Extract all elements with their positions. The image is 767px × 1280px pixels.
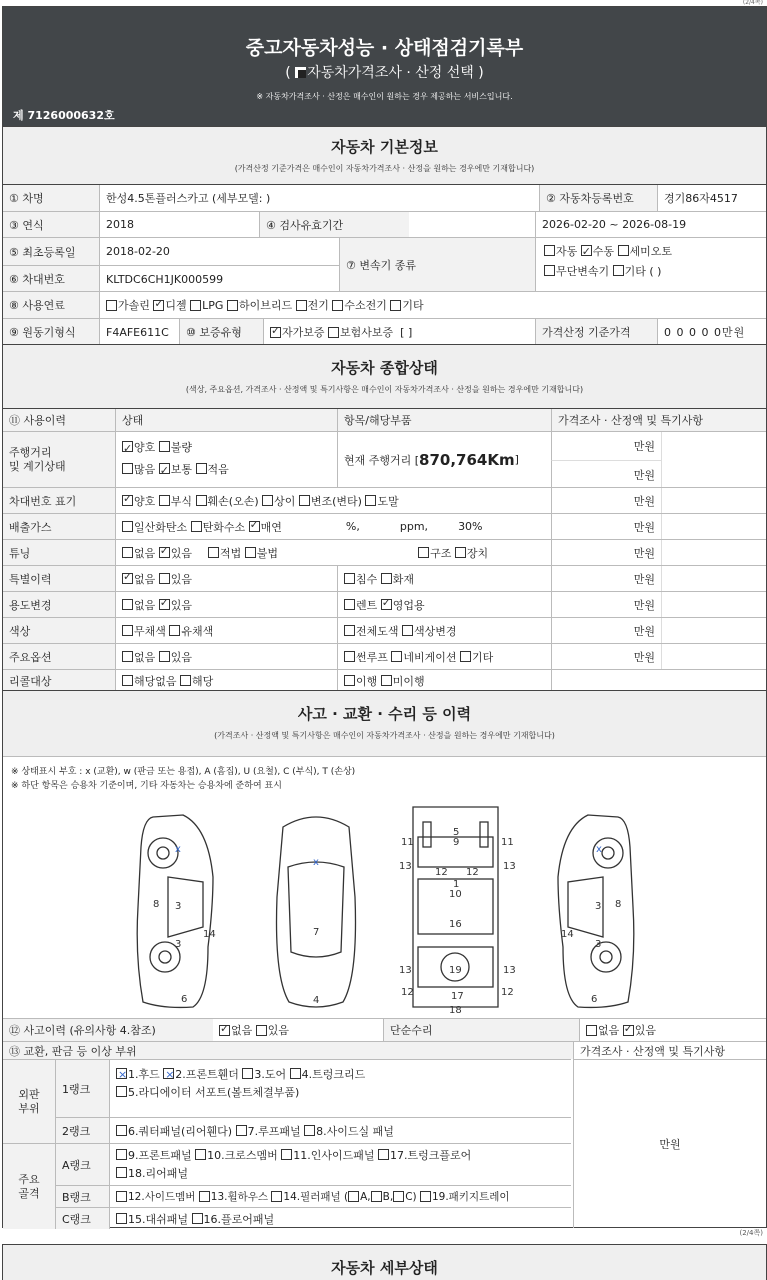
rank2-items: 6.쿼터패널(리어휀다) 7.루프패널 8.사이드실 패널 [109, 1118, 571, 1143]
label-warranty: ⑩ 보증유형 [179, 319, 263, 345]
color-items: 전체도색 색상변경 [337, 618, 551, 643]
floor-panel-checkbox[interactable] [192, 1213, 203, 1224]
rankC-items: 15.대쉬패널 16.플로어패널 [109, 1208, 571, 1229]
special-exist-checkbox[interactable] [159, 573, 170, 584]
exhaust-options: 일산화탄소 탄화수소 ✓ 매연 %, ppm, 30% [115, 514, 551, 539]
label-rankA: A랭크 [55, 1144, 109, 1185]
diag-num: 16 [449, 919, 462, 930]
price-exhaust: 만원 [551, 514, 661, 539]
price-usage: 만원 [551, 592, 661, 617]
option-options: 없음 있음 [115, 644, 337, 669]
trans-semi-checkbox[interactable] [618, 245, 629, 256]
fuel-electric-checkbox[interactable] [296, 300, 307, 311]
col-usage-history: ⑪ 사용이력 [9, 414, 67, 427]
row-rank1 [55, 1059, 571, 1117]
row-recall [3, 669, 766, 691]
label-vin-mark: 차대번호 표기 [3, 488, 115, 513]
tuning-none-checkbox[interactable] [122, 547, 133, 558]
full-paint-checkbox[interactable] [344, 625, 355, 636]
vin-altered-checkbox[interactable] [299, 495, 310, 506]
price-color: 만원 [551, 618, 661, 643]
label-tuning: 튜닝 [3, 540, 115, 565]
rankB-items: 12.사이드멤버 13.휠하우스 14.필러패널 ( A, B, C ) 19.패키지트레이 [109, 1186, 571, 1207]
vin-mark-options: ✓ 양호 부식 훼손(오손) 상이 변조(변타) 도말 [115, 488, 551, 513]
legend-symbols: ※ 상태표시 부호 : x (교환), w (판금 또는 용접), A (흠집), U (요철), C (부식), T (손상) [11, 767, 356, 777]
fuel-hydrogen-checkbox[interactable] [332, 300, 343, 311]
color-options: 무채색 유채색 [115, 618, 337, 643]
achromatic-checkbox[interactable] [122, 625, 133, 636]
diag-num: 12 [435, 867, 448, 878]
basic-info-title: 자동차 기본정보 [331, 138, 438, 156]
usage-items: 렌트 ✓ 영업용 [337, 592, 551, 617]
vin-diff-checkbox[interactable] [262, 495, 273, 506]
diag-num: 1 [453, 879, 460, 890]
trans-etc-checkbox[interactable] [613, 265, 624, 276]
accident-price-cell: 만원 [573, 1059, 766, 1228]
radiator-support-checkbox[interactable] [116, 1086, 127, 1097]
vin-painted-checkbox[interactable] [365, 495, 376, 506]
fuel-hybrid-checkbox[interactable] [227, 300, 238, 311]
car-damage-diagram [3, 797, 767, 1019]
vin-rust-checkbox[interactable] [159, 495, 170, 506]
exhaust-smoke-checkbox[interactable] [249, 521, 260, 532]
exhaust-co-checkbox[interactable] [122, 521, 133, 532]
row-mileage [3, 431, 766, 487]
diag-num: 13 [399, 965, 412, 976]
label-rankB: B랭크 [55, 1186, 109, 1207]
label-fuel: ⑧ 사용연료 [3, 292, 99, 318]
diag-mark: x [596, 844, 602, 855]
front-fender-checkbox[interactable] [163, 1068, 174, 1079]
flood-checkbox[interactable] [344, 573, 355, 584]
diag-num: 17 [451, 991, 464, 1002]
label-options: 주요옵션 [3, 644, 115, 669]
color-change-checkbox[interactable] [402, 625, 413, 636]
fuel-lpg-checkbox[interactable] [190, 300, 201, 311]
general-status-subtitle: (색상, 주요옵션, 가격조사 · 산정액 및 특기사항은 매수인이 자동차가격조사 · 산정을 원하는 경우에만 기재합니다) [185, 385, 584, 394]
diag-num: 19 [449, 965, 462, 976]
row-parts-header [3, 1041, 766, 1059]
label-mileage: 주행거리 및 계기상태 [3, 432, 115, 487]
diag-num: 12 [501, 987, 514, 998]
diag-num: 12 [401, 987, 414, 998]
usage-none-checkbox[interactable] [122, 599, 133, 610]
mileage-good-checkbox[interactable] [122, 441, 133, 452]
simple-yes-checkbox[interactable] [623, 1025, 634, 1036]
label-inspection: ④ 검사유효기간 [259, 212, 409, 237]
recall-na-checkbox[interactable] [122, 675, 133, 686]
trans-auto-checkbox[interactable] [544, 245, 555, 256]
row-vin-mark [3, 487, 766, 513]
detail-status-title: 자동차 세부상태 [331, 1259, 438, 1277]
special-options: ✓ 없음 있음 [115, 566, 337, 591]
value-reg-no: 경기86자4517 [657, 185, 767, 211]
navi-checkbox[interactable] [391, 651, 402, 662]
rank1-items: ×1.후드 × 2.프론트휀더 3.도어 4.트렁크리드 5.라디에이터 서포트(볼트체결부품) [109, 1060, 571, 1117]
row-engine [3, 318, 766, 345]
tuning-device-checkbox[interactable] [455, 547, 466, 558]
fuel-etc-checkbox[interactable] [390, 300, 401, 311]
exhaust-hc-checkbox[interactable] [191, 521, 202, 532]
accident-table [3, 1018, 766, 1228]
label-engine: ⑨ 원동기형식 [3, 319, 99, 345]
diag-num: 12 [466, 867, 479, 878]
value-base-price: 0 0 0 0 0 만원 [657, 319, 767, 345]
fire-checkbox[interactable] [381, 573, 392, 584]
label-rank1: 1랭크 [55, 1060, 109, 1117]
general-status-table [3, 408, 766, 690]
general-status-title: 자동차 종합상태 [331, 359, 438, 377]
legend [11, 765, 355, 793]
pillar-c-checkbox[interactable] [393, 1191, 404, 1202]
tuning-illegal-checkbox[interactable] [245, 547, 256, 558]
label-car-name: ① 차명 [3, 185, 99, 211]
basic-info-section-header [3, 126, 766, 184]
diag-num: 3 [595, 901, 602, 912]
diag-num: 13 [503, 965, 516, 976]
row-rankA [55, 1143, 571, 1185]
accident-yes-checkbox[interactable] [256, 1025, 267, 1036]
fuel-gasoline-checkbox[interactable] [106, 300, 117, 311]
warranty-options: ✓ 자가보증 보험사보증 [ ] [263, 319, 535, 345]
accident-none-checkbox[interactable] [219, 1025, 230, 1036]
diag-mark: x [175, 844, 181, 855]
label-main-frame: 주요 골격 [3, 1143, 55, 1229]
general-table-header [3, 409, 766, 431]
cross-member-checkbox[interactable] [195, 1149, 206, 1160]
roof-panel-checkbox[interactable] [236, 1125, 247, 1136]
tuning-struct-checkbox[interactable] [418, 547, 429, 558]
diag-num: 3 [175, 939, 182, 950]
col-items: 항목/해당부품 [337, 409, 551, 431]
document-number: 제 7126000632호 [13, 109, 115, 122]
price-options: 만원 [551, 644, 661, 669]
general-status-section-header [3, 344, 766, 408]
col-accident-price: 가격조사 · 산정액 및 특기사항 [573, 1042, 766, 1059]
door-checkbox[interactable] [242, 1068, 253, 1079]
mileage-bad-checkbox[interactable] [159, 441, 170, 452]
tuning-options: 없음 ✓ 있음 적법 불법 구조 장치 [115, 540, 551, 565]
accident-section-header [3, 690, 766, 756]
mileage-few-checkbox[interactable] [196, 463, 207, 474]
document-subtitle: ( 자동차가격조사 · 산정 선택 ) [285, 65, 484, 81]
special-items: 침수 화재 [337, 566, 551, 591]
simple-repair-options: 없음 ✓ 있음 [579, 1019, 766, 1041]
trans-manual-checkbox[interactable] [581, 245, 592, 256]
diag-num: 10 [449, 889, 462, 900]
basic-info-table [3, 184, 766, 344]
usage-exist-checkbox[interactable] [159, 599, 170, 610]
option-items: 썬루프 네비게이션 기타 [337, 644, 551, 669]
document-title: 중고자동차성능 · 상태점검기록부 [245, 37, 524, 59]
transmission-options: 자동 ✓ 수동 세미오토 무단변속기 기타 ( ) [535, 238, 767, 292]
dash-panel-checkbox[interactable] [116, 1213, 127, 1224]
diag-num: 11 [401, 837, 414, 848]
price-tuning: 만원 [551, 540, 661, 565]
accident-diagram-area [3, 756, 766, 1018]
value-year: 2018 [99, 212, 259, 237]
row-rankB [55, 1185, 571, 1207]
value-first-reg: 2018-02-20 [99, 238, 259, 265]
option-exist-checkbox[interactable] [159, 651, 170, 662]
diag-num: 3 [175, 901, 182, 912]
inside-panel-checkbox[interactable] [281, 1149, 292, 1160]
label-year: ③ 연식 [3, 212, 99, 237]
fuel-diesel-checkbox[interactable] [153, 300, 164, 311]
trunk-floor-checkbox[interactable] [378, 1149, 389, 1160]
label-simple-repair: 단순수리 [383, 1019, 579, 1041]
service-note: ※ 자동차가격조사 · 산정은 매수인이 원하는 경우 제공하는 서비스입니다. [256, 92, 513, 101]
special-none-checkbox[interactable] [122, 573, 133, 584]
mileage-many-checkbox[interactable] [122, 463, 133, 474]
recall-not-checkbox[interactable] [381, 675, 392, 686]
accident-subtitle: (가격조사 · 산정액 및 특기사항은 매수인이 자동차가격조사 · 산정을 원하는 경우에만 기재합니다) [214, 731, 555, 740]
tuning-exist-checkbox[interactable] [159, 547, 170, 558]
diag-num: 7 [313, 927, 320, 938]
label-base-price: 가격산정 기준가격 [535, 319, 657, 345]
row-car-name [3, 185, 766, 211]
business-checkbox[interactable] [381, 599, 392, 610]
tuning-legal-checkbox[interactable] [208, 547, 219, 558]
diag-num: 8 [615, 899, 622, 910]
row-first-reg [3, 237, 766, 291]
current-mileage: 현재 주행거리 [ 870,764Km ] [337, 432, 551, 487]
price-mileage-2: 만원 [551, 460, 661, 488]
warranty-self-checkbox[interactable] [270, 327, 281, 338]
row-rank2 [55, 1117, 571, 1143]
side-sill-checkbox[interactable] [304, 1125, 315, 1136]
row-usage-change [3, 591, 766, 617]
label-rankC: C랭크 [55, 1208, 109, 1229]
label-special: 특별이력 [3, 566, 115, 591]
inspection-record-page [2, 6, 767, 1228]
document-header [3, 7, 766, 126]
simple-none-checkbox[interactable] [586, 1025, 597, 1036]
row-year [3, 211, 766, 237]
label-vin: ⑥ 차대번호 [3, 265, 99, 292]
value-inspection: 2026-02-20 ~ 2026-08-19 [535, 212, 767, 237]
warranty-insurance-checkbox[interactable] [328, 327, 339, 338]
row-exhaust [3, 513, 766, 539]
page-number: (2/4쪽) [739, 1229, 763, 1237]
diag-num: 14 [561, 929, 574, 940]
diag-num: 3 [595, 939, 602, 950]
label-exhaust: 배출가스 [3, 514, 115, 539]
rear-panel-checkbox[interactable] [116, 1167, 127, 1178]
label-rank2: 2랭크 [55, 1118, 109, 1143]
rankA-items: 9.프론트패널 10.크로스멤버 11.인사이드패널 17.트렁크플로어 18.리어패널 [109, 1144, 571, 1185]
pillar-panel-checkbox[interactable] [271, 1191, 282, 1202]
fuel-options: 가솔린 ✓ 디젤 LPG 하이브리드 전기 수소전기 기타 [99, 292, 766, 318]
row-special [3, 565, 766, 591]
accident-title: 사고 · 교환 · 수리 등 이력 [297, 705, 472, 723]
row-options [3, 643, 766, 669]
diag-num: 6 [591, 994, 598, 1005]
diag-num: 5 [453, 827, 460, 838]
pillar-b-checkbox[interactable] [371, 1191, 382, 1202]
diag-num: 11 [501, 837, 514, 848]
recall-options: 해당없음 해당 [115, 670, 337, 691]
label-transmission: ⑦ 변속기 종류 [339, 238, 535, 291]
wheel-house-checkbox[interactable] [199, 1191, 210, 1202]
option-etc-checkbox[interactable] [460, 651, 471, 662]
basic-info-subtitle: (가격산정 기준가격은 매수인이 자동차가격조사 · 산정을 원하는 경우에만 기재합니다) [234, 164, 535, 173]
vin-good-checkbox[interactable] [122, 495, 133, 506]
mileage-normal-checkbox[interactable] [159, 463, 170, 474]
label-first-reg: ⑤ 최초등록일 [3, 238, 99, 265]
diag-num: 13 [503, 861, 516, 872]
hood-checkbox[interactable] [116, 1068, 127, 1079]
pillar-a-checkbox[interactable] [348, 1191, 359, 1202]
diag-num: 8 [153, 899, 160, 910]
row-color [3, 617, 766, 643]
label-color: 색상 [3, 618, 115, 643]
price-survey-checkbox[interactable] [295, 67, 306, 78]
accident-options: ✓ 없음 있음 [213, 1019, 383, 1041]
trans-cvt-checkbox[interactable] [544, 265, 555, 276]
row-tuning [3, 539, 766, 565]
price-mileage-1: 만원 [551, 432, 661, 460]
value-car-name: 한성4.5톤플러스카고 (세부모델: ) [99, 185, 539, 211]
top-page-no: (2/4쪽) [742, 0, 763, 6]
usage-options: 없음 ✓ 있음 [115, 592, 337, 617]
value-engine: F4AFE611C [99, 319, 179, 345]
diag-num: 6 [181, 994, 188, 1005]
diag-num: 9 [453, 837, 460, 848]
label-reg-no: ② 자동차등록번호 [539, 185, 657, 211]
label-outer-panel: 외판 부위 [3, 1059, 55, 1143]
col-price-notes: 가격조사 · 산정액 및 특기사항 [551, 409, 766, 431]
mileage-value: 870,764Km [419, 450, 515, 469]
row-accident-history [3, 1019, 766, 1041]
label-accident-history: ⑫ 사고이력 (유의사항 4.참조) [3, 1019, 213, 1041]
row-rankC [55, 1207, 571, 1229]
mileage-status: ✓양호 불량 많음 ✓ 보통 적음 [115, 432, 337, 488]
front-panel-checkbox[interactable] [116, 1149, 127, 1160]
recall-done-checkbox[interactable] [344, 675, 355, 686]
rent-checkbox[interactable] [344, 599, 355, 610]
package-tray-checkbox[interactable] [420, 1191, 431, 1202]
sunroof-checkbox[interactable] [344, 651, 355, 662]
col-status: 상태 [115, 409, 337, 431]
diag-num: 4 [313, 995, 320, 1006]
row-fuel [3, 291, 766, 318]
diag-num: 18 [449, 1005, 462, 1016]
side-member-checkbox[interactable] [116, 1191, 127, 1202]
trunk-lid-checkbox[interactable] [290, 1068, 301, 1079]
vin-damage-checkbox[interactable] [196, 495, 207, 506]
diag-num: 14 [203, 929, 216, 940]
diag-mark: x [313, 857, 319, 868]
recall-yes-checkbox[interactable] [180, 675, 191, 686]
diag-num: 13 [399, 861, 412, 872]
label-parts: ⑬ 교환, 판금 등 이상 부위 [3, 1042, 573, 1059]
price-special: 만원 [551, 566, 661, 591]
label-recall: 리콜대상 [3, 670, 115, 691]
legend-note: ※ 하단 항목은 승용차 기준이며, 기타 자동차는 승용차에 준하여 표시 [11, 781, 282, 791]
quarter-panel-checkbox[interactable] [116, 1125, 127, 1136]
option-none-checkbox[interactable] [122, 651, 133, 662]
price-vin-mark: 만원 [551, 488, 661, 513]
recall-items: 이행 미이행 [337, 670, 551, 691]
next-section-header [2, 1244, 767, 1280]
chromatic-checkbox[interactable] [169, 625, 180, 636]
value-vin: KLTDC6CH1JK000599 [99, 265, 339, 292]
label-usage-change: 용도변경 [3, 592, 115, 617]
